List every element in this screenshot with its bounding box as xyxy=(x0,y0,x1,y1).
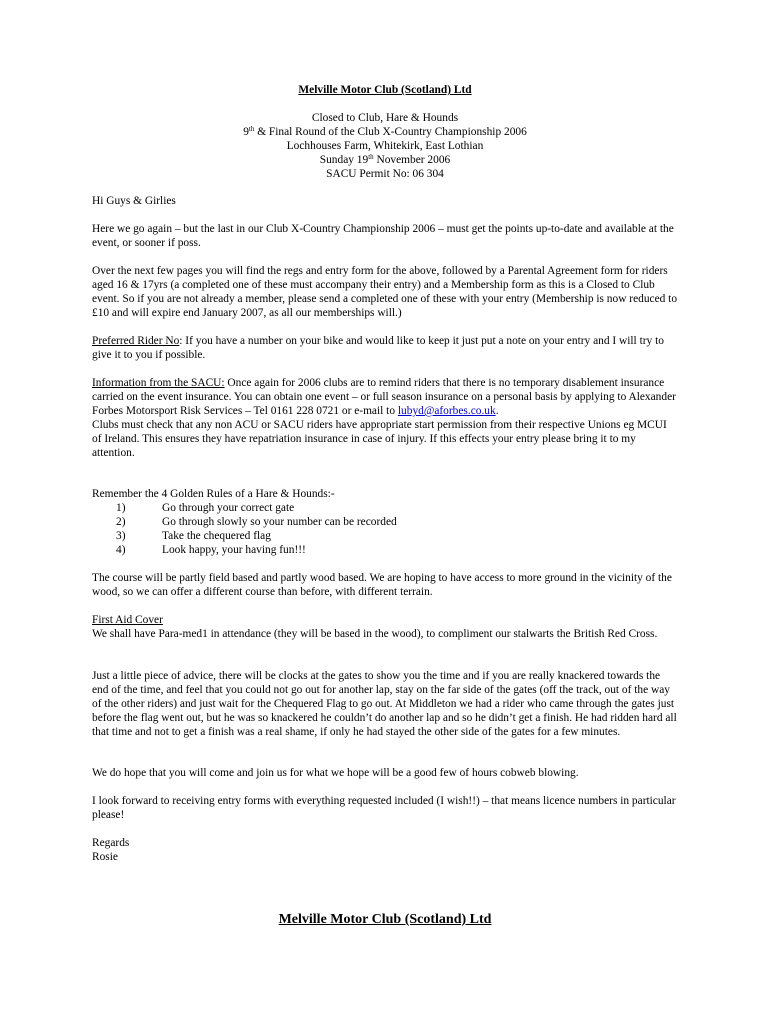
club-title: Melville Motor Club (Scotland) Ltd xyxy=(298,84,472,96)
first-aid-section xyxy=(92,613,678,641)
event-permit: SACU Permit No: 06 304 xyxy=(326,168,444,180)
paragraph-rider-number: Preferred Rider No: If you have a number on your bike and would like to keep it just put a note on your entry and I will try to give it to you if possible. xyxy=(92,335,664,361)
rider-number-heading: Preferred Rider No xyxy=(92,335,180,347)
paragraph-hope: We do hope that you will come and join us for what we hope will be a good few of hours cobweb blowing. xyxy=(92,767,579,779)
sacu-email-link[interactable]: lubyd@aforbes.co.uk xyxy=(397,405,496,417)
sacu-permission-text: Clubs must check that any non ACU or SACU riders have appropriate start permission from their respective Unions eg MCUI of Ireland. This ensures they have repatriation insurance in case of injury. If this effects your entry please bring it to my attention. xyxy=(92,419,667,459)
event-type: Closed to Club, Hare & Hounds xyxy=(311,112,459,124)
greeting: Hi Guys & Girlies xyxy=(92,195,176,207)
golden-rules xyxy=(92,487,678,557)
list-item: 1) Go through your correct gate xyxy=(116,502,295,514)
list-item: 4) Look happy, your having fun!!! xyxy=(116,544,306,556)
paragraph-intro: Here we go again – but the last in our Club X-Country Championship 2006 – must get the points up-to-date and available at the event, or sooner if poss. xyxy=(92,223,674,249)
footer-club-title: Melville Motor Club (Scotland) Ltd xyxy=(278,912,492,927)
paragraph-course: The course will be partly field based and partly wood based. We are hoping to have access to more ground in the vicinity of the wood, so we can offer a different course than before, with different terrain. xyxy=(92,572,672,598)
paragraph-forms: Over the next few pages you will find the regs and entry form for the above, followed by a Parental Agreement form for riders aged 16 & 17yrs (a completed one of these must accompany their entry) and a Membership form as this is a Closed to Club event. So if you are not already a member, please send a completed one of these with your entry (Membership is now reduced to £10 and will expire end January 2007, as all our memberships will.) xyxy=(92,265,678,319)
rules-intro: Remember the 4 Golden Rules of a Hare & Hounds:- xyxy=(92,488,335,500)
rules-list xyxy=(92,501,678,557)
event-round: 9th & Final Round of the Club X-Country Championship 2006 xyxy=(243,125,527,138)
list-item: 2) Go through slowly so your number can be recorded xyxy=(116,516,397,528)
event-venue: Lochhouses Farm, Whitekirk, East Lothian xyxy=(286,140,484,152)
regards: Regards xyxy=(92,837,130,849)
sign-off xyxy=(92,836,678,864)
paragraph-sacu: Information from the SACU: Once again for 2006 clubs are to remind riders that there is no temporary disablement insurance carried on the event insurance. You can obtain one event – or full season insurance on a personal basis by applying to Alexander Forbes Motorsport Risk Services – Tel 0161 228 0721 or e-mail to lubyd@aforbes.co.uk. Clubs must check that any non ACU or SACU riders have appropriate start permission from their respective Unions eg MCUI of Ireland. This ensures they have repatriation insurance in case of injury. If this effects your entry please bring it to my attention. xyxy=(92,376,678,460)
first-aid-text: We shall have Para-med1 in attendance (they will be based in the wood), to compliment our stalwarts the British Red Cross. xyxy=(92,628,658,640)
paragraph-entry-forms: I look forward to receiving entry forms with everything requested included (I wish!!) – that means licence numbers in particular please! xyxy=(92,795,676,821)
event-date: Sunday 19th November 2006 xyxy=(319,153,451,166)
event-details xyxy=(0,111,770,181)
signature: Rosie xyxy=(92,851,118,863)
first-aid-heading: First Aid Cover xyxy=(92,614,163,626)
list-item: 3) Take the chequered flag xyxy=(116,530,271,542)
sacu-heading: Information from the SACU: xyxy=(92,377,225,389)
paragraph-advice: Just a little piece of advice, there will be clocks at the gates to show you the time and if you are really knackered towards the end of the time, and feel that you could not go out for another lap, stay on the far side of the gates (off the track, out of the way of the other riders) and just wait for the Chequered Flag to go out. At Middleton we had a rider who came through the gates just before the flag went out, but he was so knackered he couldn’t do another lap and so he didn’t get a finish. He had ridden hard all that time and not to get a finish was a real shame, if only he had stayed the other side of the gates for a few minutes. xyxy=(92,670,677,738)
